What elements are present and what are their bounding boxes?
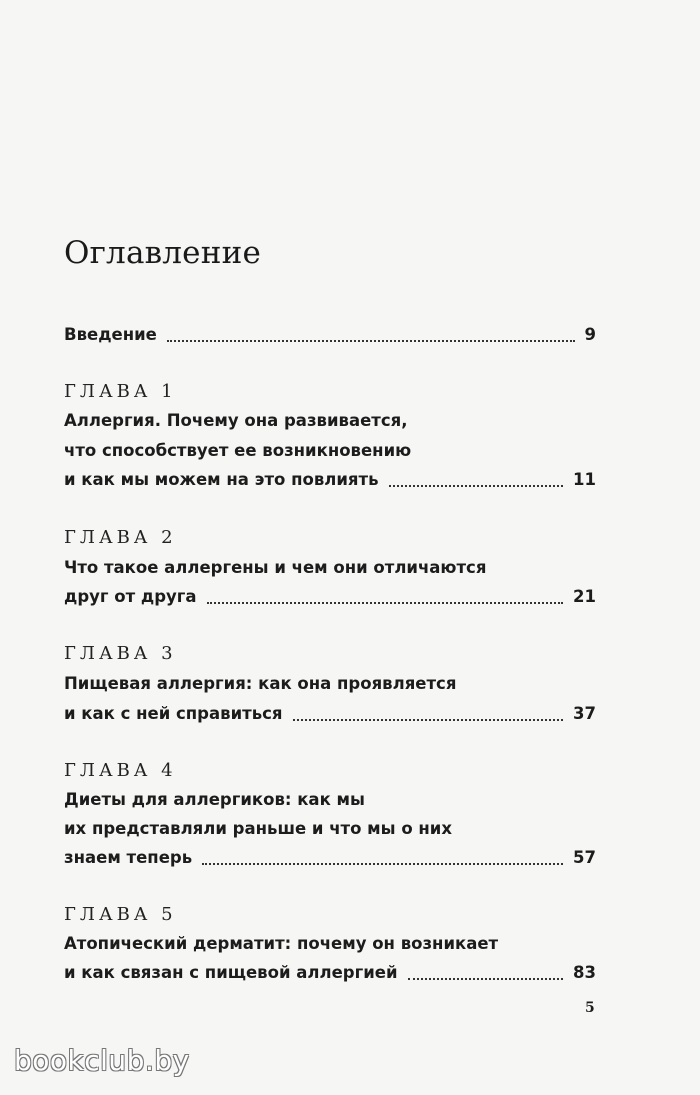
chapter-label-4: ГЛАВА 4 (64, 760, 177, 781)
dot-leader (202, 862, 563, 865)
chapter-label-5: ГЛАВА 5 (64, 904, 177, 925)
toc-entry-line: Диеты для аллергиков: как мы (64, 790, 365, 809)
toc-page-number: 37 (573, 704, 596, 723)
page-number: 5 (585, 1000, 595, 1016)
dot-leader (207, 601, 563, 604)
toc-page-number: 21 (573, 587, 596, 606)
watermark: bookclub.by (14, 1044, 190, 1077)
toc-entry-title: и как мы можем на это повлиять (64, 470, 379, 489)
toc-entry-title: и как с ней справиться (64, 704, 283, 723)
toc-page-number: 83 (573, 963, 596, 982)
toc-entry-title: Введение (64, 325, 157, 344)
chapter-label-3: ГЛАВА 3 (64, 643, 177, 664)
chapter-label-2: ГЛАВА 2 (64, 527, 177, 548)
toc-entry-chapter-4[interactable] (64, 845, 596, 871)
toc-entry-chapter-1[interactable] (64, 467, 596, 493)
toc-entry-line: Что такое аллергены и чем они отличаются (64, 558, 487, 577)
toc-entry-title: знаем теперь (64, 848, 193, 867)
dot-leader (389, 484, 564, 487)
toc-page-number: 11 (573, 470, 596, 489)
toc-entry-line: что способствует ее возникновению (64, 441, 412, 460)
toc-page-number: 57 (573, 848, 596, 867)
dot-leader (167, 339, 575, 342)
toc-entry-line: Аллергия. Почему она развивается, (64, 411, 408, 430)
toc-entry-chapter-5[interactable] (64, 960, 596, 986)
page-title: Оглавление (64, 235, 261, 271)
toc-entry-line: их представляли раньше и что мы о них (64, 819, 453, 838)
toc-entry-intro[interactable] (64, 322, 596, 348)
toc-entry-chapter-3[interactable] (64, 701, 596, 727)
toc-entry-title: друг от друга (64, 587, 197, 606)
dot-leader (293, 718, 564, 721)
toc-entry-chapter-2[interactable] (64, 584, 596, 610)
toc-entry-title: и как связан с пищевой аллергией (64, 963, 398, 982)
dot-leader (408, 977, 564, 980)
chapter-label-1: ГЛАВА 1 (64, 381, 177, 402)
toc-entry-line: Пищевая аллергия: как она проявляется (64, 674, 457, 693)
toc-entry-line: Атопический дерматит: почему он возникает (64, 934, 499, 953)
toc-page-number: 9 (584, 325, 596, 344)
